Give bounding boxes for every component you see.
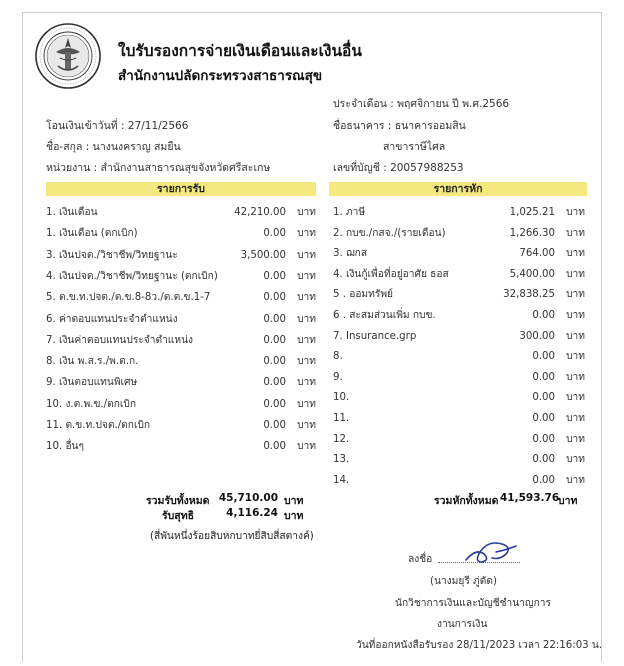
net-pay-unit: บาท xyxy=(284,510,304,522)
deduction-item-label: 13. xyxy=(333,454,350,466)
deduction-item-row xyxy=(333,350,585,364)
income-item-unit: บาท xyxy=(297,334,316,346)
deduction-header: รายการหัก xyxy=(329,182,587,196)
department: งานการเงิน xyxy=(437,619,488,630)
deduction-item-row xyxy=(333,412,585,426)
deduction-item-label: 6 . สะสมส่วนเพิ่ม กบข. xyxy=(333,310,436,321)
income-item-row xyxy=(46,355,316,369)
deduction-item-label: 8. xyxy=(333,351,343,363)
deduction-item-amount: 1,266.30 xyxy=(509,227,555,239)
income-item-amount: 0.00 xyxy=(263,292,286,304)
income-item-row xyxy=(46,419,316,433)
income-item-label: 7. เงินค่าตอบแทนประจำตำแหน่ง xyxy=(46,334,194,346)
deduction-item-unit: บาท xyxy=(566,310,585,321)
income-item-label: 1. เงินเดือน xyxy=(46,207,98,218)
deduction-item-row xyxy=(333,453,585,467)
deduction-item-label: 9. xyxy=(333,371,343,383)
pay-month: ประจำเดือน : พฤศจิกายน ปี พ.ศ.2566 xyxy=(333,98,510,110)
income-item-row xyxy=(46,376,316,390)
income-item-unit: บาท xyxy=(297,228,316,240)
deduction-item-amount: 0.00 xyxy=(532,454,555,466)
deduction-item-label: 7. Insurance.grp xyxy=(333,330,417,342)
deduction-item-row xyxy=(333,227,585,241)
net-pay-words: (สี่พันหนึ่งร้อยสิบหกบาทยี่สิบสี่สตางค์) xyxy=(150,531,314,542)
deduction-item-amount: 0.00 xyxy=(532,310,555,321)
deduction-item-label: 2. กบข./กสจ./(รายเดือน) xyxy=(333,227,446,239)
income-item-label: 1. เงินเดือน (ตกเบิก) xyxy=(46,228,138,240)
deduction-item-unit: บาท xyxy=(566,248,585,260)
deduction-total-amount: 41,593.76 xyxy=(500,492,560,504)
deduction-item-label: 11. xyxy=(333,413,350,424)
deduction-item-row xyxy=(333,391,585,405)
document-title: ใบรับรองการจ่ายเงินเดือนและเงินอื่น xyxy=(118,42,362,60)
deduction-item-row xyxy=(333,206,585,220)
deduction-item-unit: บาท xyxy=(566,371,585,383)
deduction-item-amount: 1,025.21 xyxy=(509,207,555,218)
deduction-total-label: รวมหักทั้งหมด xyxy=(434,495,499,507)
income-item-unit: บาท xyxy=(297,207,316,218)
document-subtitle: สำนักงานปลัดกระทรวงสาธารณสุข xyxy=(118,68,323,84)
deduction-item-unit: บาท xyxy=(566,227,585,239)
deduction-item-row xyxy=(333,330,585,344)
deduction-item-label: 10. xyxy=(333,392,350,404)
income-item-row xyxy=(46,270,316,284)
deduction-item-label: 14. xyxy=(333,474,350,486)
deduction-item-row xyxy=(333,288,585,302)
income-item-row xyxy=(46,206,316,220)
income-item-row xyxy=(46,227,316,241)
deduction-item-label: 1. ภาษี xyxy=(333,207,366,218)
agency: หน่วยงาน : สำนักงานสาธารณสุขจังหวัดศรีสะเกษ xyxy=(46,162,271,174)
income-item-label: 4. เงินปจต./วิชาชีพ/วิทยฐานะ (ตกเบิก) xyxy=(46,270,218,282)
ministry-seal-logo xyxy=(34,22,102,90)
income-item-amount: 0.00 xyxy=(263,441,286,453)
income-item-amount: 3,500.00 xyxy=(240,249,286,261)
income-item-unit: บาท xyxy=(297,249,316,261)
income-item-label: 5. ต.ข.ท.ปจต./ต.ข.8-8ว./ต.ต.ข.1-7 xyxy=(46,292,211,304)
deduction-item-row xyxy=(333,247,585,261)
income-item-unit: บาท xyxy=(297,398,316,410)
income-item-amount: 0.00 xyxy=(263,334,286,346)
deduction-item-amount: 0.00 xyxy=(532,474,555,486)
deduction-item-unit: บาท xyxy=(566,351,585,363)
deduction-item-amount: 0.00 xyxy=(532,433,555,445)
deduction-item-unit: บาท xyxy=(566,289,585,301)
income-item-row xyxy=(46,313,316,327)
income-item-label: 10. ง.ต.พ.ข./ตกเบิก xyxy=(46,398,136,410)
deduction-item-unit: บาท xyxy=(566,268,585,280)
income-item-unit: บาท xyxy=(297,313,316,325)
income-item-label: 3. เงินปจต./วิชาชีพ/วิทยฐานะ xyxy=(46,249,178,261)
income-total-unit: บาท xyxy=(284,495,304,507)
signer-name: (นางมยุรี ภู่ดัด) xyxy=(430,576,497,587)
income-item-amount: 42,210.00 xyxy=(234,207,286,218)
deduction-total-unit: บาท xyxy=(558,495,578,507)
deduction-item-row xyxy=(333,371,585,385)
deduction-item-unit: บาท xyxy=(566,207,585,218)
transfer-date: โอนเงินเข้าวันที่ : 27/11/2566 xyxy=(46,120,189,132)
income-item-label: 6. ค่าตอบแทนประจำตำแหน่ง xyxy=(46,313,178,325)
income-total-label: รวมรับทั้งหมด xyxy=(146,495,210,507)
bank-name: ชื่อธนาคาร : ธนาคารออมสิน xyxy=(333,120,466,132)
income-item-unit: บาท xyxy=(297,420,316,431)
income-item-unit: บาท xyxy=(297,356,316,368)
sign-label: ลงชื่อ xyxy=(408,554,433,565)
deduction-item-row xyxy=(333,309,585,323)
income-item-amount: 0.00 xyxy=(263,270,286,282)
income-item-amount: 0.00 xyxy=(263,377,286,389)
income-item-row xyxy=(46,440,316,454)
net-pay-label: รับสุทธิ xyxy=(162,510,195,522)
bank-branch: สาขาราษีไศล xyxy=(383,141,446,153)
deduction-item-label: 5 . ออมทรัพย์ xyxy=(333,289,394,301)
deduction-item-unit: บาท xyxy=(566,413,585,424)
deduction-item-unit: บาท xyxy=(566,392,585,404)
deduction-item-amount: 32,838.25 xyxy=(503,289,555,301)
income-item-unit: บาท xyxy=(297,441,316,453)
income-item-label: 8. เงิน พ.ส.ร./พ.ต.ก. xyxy=(46,356,139,368)
deduction-item-amount: 0.00 xyxy=(532,371,555,383)
income-item-amount: 0.00 xyxy=(263,313,286,325)
income-item-row xyxy=(46,249,316,263)
deduction-item-label: 4. เงินกู้เพื่อที่อยู่อาศัย ธอส xyxy=(333,268,449,280)
deduction-item-amount: 0.00 xyxy=(532,413,555,424)
deduction-item-row xyxy=(333,433,585,447)
income-item-label: 9. เงินตอบแทนพิเศษ xyxy=(46,377,138,389)
deduction-item-row xyxy=(333,474,585,488)
income-item-amount: 0.00 xyxy=(263,398,286,410)
income-item-amount: 0.00 xyxy=(263,356,286,368)
deduction-item-amount: 5,400.00 xyxy=(509,268,555,280)
deduction-item-unit: บาท xyxy=(566,474,585,486)
deduction-item-label: 12. xyxy=(333,433,350,445)
employee-name: ชื่อ-สกุล : นางนงคราญ สมยืน xyxy=(46,141,181,153)
deduction-item-label: 3. ฌกส xyxy=(333,248,368,260)
income-item-row xyxy=(46,398,316,412)
account-number: เลขที่บัญชี : 20057988253 xyxy=(333,162,464,174)
income-item-label: 11. ต.ข.ท.ปจต./ตกเบิก xyxy=(46,420,151,431)
deduction-item-amount: 300.00 xyxy=(519,330,555,342)
handwritten-signature xyxy=(462,538,520,566)
deduction-item-unit: บาท xyxy=(566,330,585,342)
income-total-amount: 45,710.00 xyxy=(218,492,278,504)
income-item-label: 10. อื่นๆ xyxy=(46,441,84,453)
deduction-item-unit: บาท xyxy=(566,433,585,445)
deduction-item-amount: 0.00 xyxy=(532,351,555,363)
income-header: รายการรับ xyxy=(46,182,316,196)
deduction-item-unit: บาท xyxy=(566,454,585,466)
net-pay-amount: 4,116.24 xyxy=(226,507,278,519)
income-item-unit: บาท xyxy=(297,292,316,304)
income-item-unit: บาท xyxy=(297,377,316,389)
deduction-item-amount: 0.00 xyxy=(532,392,555,404)
income-item-amount: 0.00 xyxy=(263,228,286,240)
income-item-unit: บาท xyxy=(297,270,316,282)
issued-timestamp: วันที่ออกหนังสือรับรอง 28/11/2023 เวลา 22:16:03 น. xyxy=(356,640,603,651)
income-item-row xyxy=(46,291,316,305)
income-item-amount: 0.00 xyxy=(263,420,286,431)
signer-position: นักวิชาการเงินและบัญชีชำนาญการ xyxy=(395,598,551,609)
deduction-item-row xyxy=(333,268,585,282)
deduction-item-amount: 764.00 xyxy=(519,248,555,260)
income-item-row xyxy=(46,334,316,348)
